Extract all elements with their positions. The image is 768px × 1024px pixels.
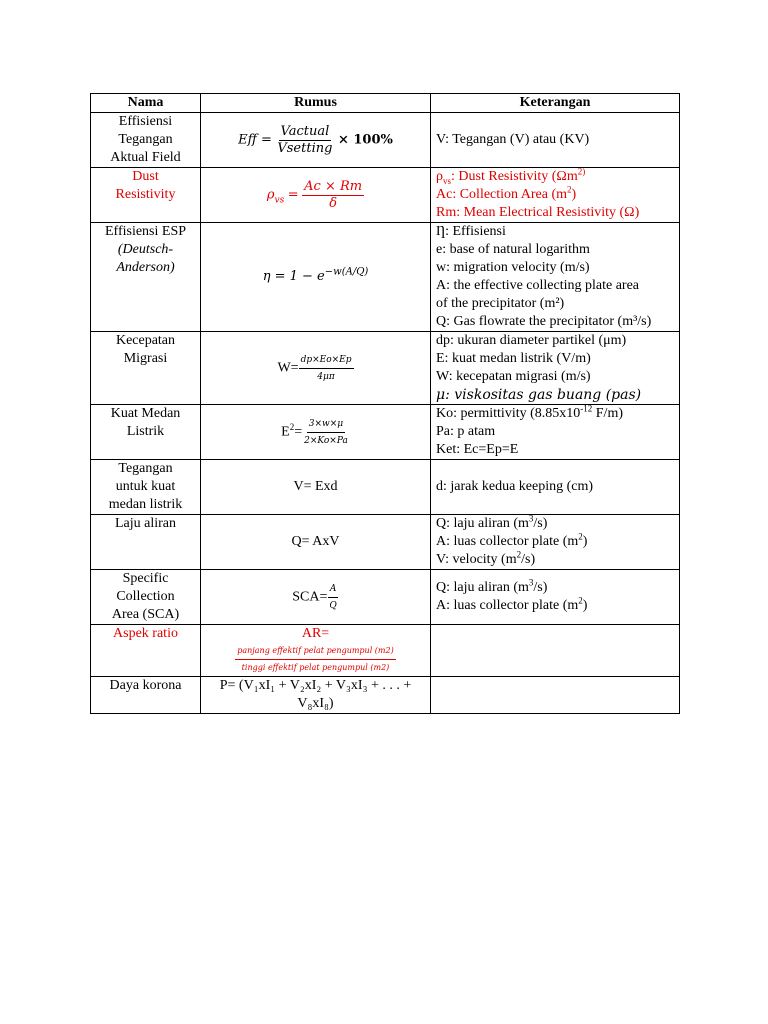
table-row [91,113,680,168]
header-keterangan: Keterangan [431,94,680,113]
row-description: Ƞ: Effisiensi e: base of natural logarithm w: migration velocity (m/s) A: the effective collecting plate area of the precipitator (m²) Q: Gas flowrate the precipitator (m³/s) [431,223,680,332]
header-rumus: Rumus [201,94,431,113]
row-formula: W= $\frac{dp\times Eo\times Ep}{4\mu\pi}$ [201,332,431,405]
row-formula: Eff = $\frac{\text{Vactual}}{\text{Vsetting}}$ × 100% [201,113,431,168]
row-description: V: Tegangan (V) atau (KV) [431,113,680,168]
header-nama: Nama [91,94,201,113]
fraction: $\frac{3\times w\times\mu}{2\times Ko\times Pa}$ [302,416,350,449]
row-description: $\rho_{vs}$: Dust Resistivity ($\Omega m^{2)}$ Ac: Collection Area $(m^2)$ Rm: Mean Electrical Resistivity (Ω) [431,168,680,223]
table-row [91,515,680,570]
row-formula: $\rho_{vs}$ = $\frac{Ac \times Rm}{\delta}$ [201,168,431,223]
row-formula: $\eta = 1 - e^{-w(A/Q)}$ [201,223,431,332]
row-formula: SCA= $\frac{A}{Q}$ [201,570,431,625]
table-row [91,168,680,223]
row-name: Laju aliran [91,515,201,570]
table-row [91,223,680,332]
row-name: Dust Resistivity [91,168,201,223]
row-description: Q: laju aliran $(m^3/s)$ A: luas collector plate $(m^2)$ [431,570,680,625]
table-row [91,570,680,625]
table-row [91,625,680,677]
row-formula: P= (V₁xI₁ + V₂xI₂ + V₃xI₃ + . . . + V₈xI₈) [201,677,431,714]
table-row [91,677,680,714]
row-name: Tegangan untuk kuat medan listrik [91,460,201,515]
row-description [431,677,680,714]
row-name: Kecepatan Migrasi [91,332,201,405]
row-name: Kuat Medan Listrik [91,405,201,460]
fraction: $\frac{\text{Vactual}}{\text{Vsetting}}$ [277,123,333,156]
fraction: $\frac{\text{panjang effektif pelat pengumpul (m2)}}{\text{tinggi effektif pelat pengumpul (m2)}}$ [235,643,395,676]
row-formula: V= Exd [201,460,431,515]
row-description: d: jarak kedua keeping (cm) [431,460,680,515]
fraction: $\frac{dp\times Eo\times Ep}{4\mu\pi}$ [299,352,354,385]
row-description: Ko: permittivity ($8.85x10^{-12}$ F/m) Pa: p atam Ket: Ec=Ep=E [431,405,680,460]
row-name: Effisiensi ESP (Deutsch- Anderson) [91,223,201,332]
table-row [91,460,680,515]
row-name: Daya korona [91,677,201,714]
table-row [91,405,680,460]
row-description: Q: laju aliran $(m^3/s)$ A: luas collector plate $(m^2)$ V: velocity $(m^2/s)$ [431,515,680,570]
table-header-row [91,94,680,113]
row-formula: Q= AxV [201,515,431,570]
table-row [91,332,680,405]
fraction: $\frac{Ac \times Rm}{\delta}$ [304,178,363,211]
row-description: dp: ukuran diameter partikel (μm) E: kuat medan listrik (V/m) W: kecepatan migrasi (m/s) μ: viskositas gas buang (pas) [431,332,680,405]
row-description [431,625,680,677]
row-formula: $E^2=$ $\frac{3\times w\times\mu}{2\times Ko\times Pa}$ [201,405,431,460]
row-name: Effisiensi Tegangan Aktual Field [91,113,201,168]
row-name: Specific Collection Area (SCA) [91,570,201,625]
row-name: Aspek ratio [91,625,201,677]
fraction: $\frac{A}{Q}$ [327,581,338,614]
formula-table [90,93,680,714]
row-formula: AR= $\frac{\text{panjang effektif pelat pengumpul (m2)}}{\text{tinggi effektif pelat pengumpul (m2)}}$ [201,625,431,677]
